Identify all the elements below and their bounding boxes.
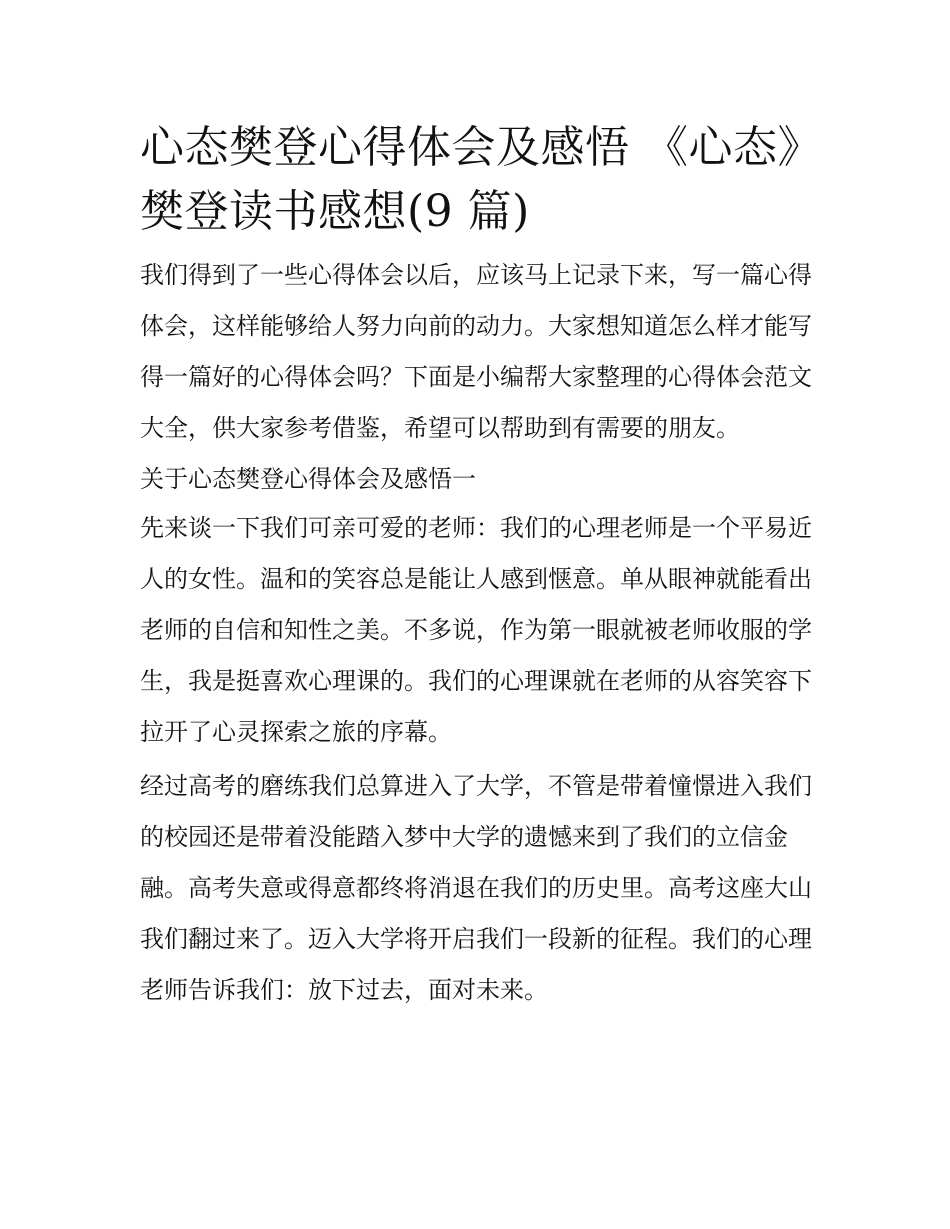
document-title: 心态樊登心得体会及感悟 《心态》樊登读书感想(9 篇) xyxy=(140,122,800,237)
intro-paragraph: 我们得到了一些心得体会以后，应该马上记录下来，写一篇心得体会，这样能够给人努力向前的动力。大家想知道怎么样才能写得一篇好的心得体会吗？下面是小编帮大家整理的心得体会范文大全，供大家参考借鉴，希望可以帮助到有需要的朋友。 xyxy=(140,261,812,442)
body-paragraph-2: 经过高考的磨练我们总算进入了大学，不管是带着憧憬进入我们的校园还是带着没能踏入梦中大学的遗憾来到了我们的立信金融。高考失意或得意都终将消退在我们的历史里。高考这座大山我们翻过来了。迈入大学将开启我们一段新的征程。我们的心理老师告诉我们：放下过去，面对未来。 xyxy=(140,772,812,1004)
body-paragraph-1: 先来谈一下我们可亲可爱的老师：我们的心理老师是一个平易近人的女性。温和的笑容总是能让人感到惬意。单从眼神就能看出老师的自信和知性之美。不多说，作为第一眼就被老师收服的学生，我是挺喜欢心理课的。我们的心理课就在老师的从容笑容下拉开了心灵探索之旅的序幕。 xyxy=(140,514,812,746)
document-content xyxy=(140,116,820,1019)
section-heading: 关于心态樊登心得体会及感悟一 xyxy=(140,465,476,493)
